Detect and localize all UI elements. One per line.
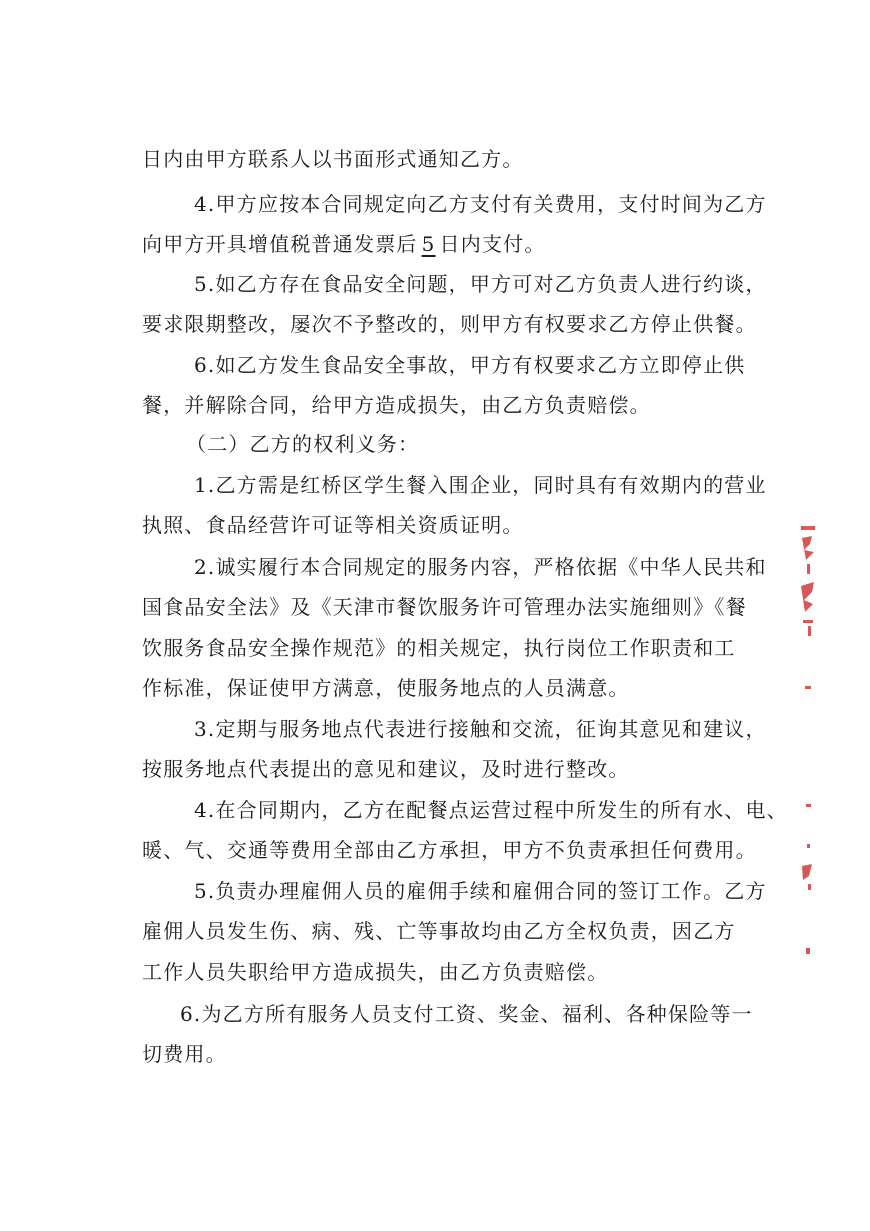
text-line: 4.在合同期内，乙方在配餐点运营过程中所发生的所有水、电、 — [194, 798, 788, 822]
underlined-days-value: 5 — [421, 232, 436, 256]
text-line: 4.甲方应按本合同规定向乙方支付有关费用，支付时间为乙方 — [194, 192, 767, 216]
text-line: 饮服务食品安全操作规范》的相关规定，执行岗位工作职责和工 — [142, 636, 736, 660]
text-line: 餐，并解除合同，给甲方造成损失，由乙方负责赔偿。 — [142, 393, 651, 417]
text-line: 5.如乙方存在食品安全问题，甲方可对乙方负责人进行约谈， — [194, 272, 767, 296]
section-heading: （二）乙方的权利义务： — [186, 432, 420, 456]
text-line: 6.如乙方发生食品安全事故，甲方有权要求乙方立即停止供 — [194, 353, 746, 377]
text-line: 按服务地点代表提出的意见和建议，及时进行整改。 — [142, 757, 630, 781]
text-line: 雇佣人员发生伤、病、残、亡等事故均由乙方全权负责，因乙方 — [142, 919, 736, 943]
text-line: 5.负责办理雇佣人员的雇佣手续和雇佣合同的签订工作。乙方 — [194, 879, 767, 903]
text-fragment: 日内支付。 — [439, 232, 546, 256]
text-line: 执照、食品经营许可证等相关资质证明。 — [142, 513, 524, 537]
text-line: 要求限期整改，屡次不予整改的，则甲方有权要求乙方停止供餐。 — [142, 312, 757, 336]
text-line: 1.乙方需是红桥区学生餐入围企业，同时具有有效期内的营业 — [194, 473, 767, 497]
text-fragment: 向甲方开具增值税普通发票后 — [142, 232, 418, 256]
text-line: 日内由甲方联系人以书面形式通知乙方。 — [142, 147, 524, 171]
text-line: 2.诚实履行本合同规定的服务内容，严格依据《中华人民共和 — [194, 555, 767, 579]
text-line: 暖、气、交通等费用全部由乙方承担，甲方不负责承担任何费用。 — [142, 838, 757, 862]
text-line: 切费用。 — [142, 1042, 227, 1066]
text-line: 6.为乙方所有服务人员支付工资、奖金、福利、各种保险等一 — [180, 1002, 753, 1026]
text-line: 工作人员失职给甲方造成损失，由乙方负责赔偿。 — [142, 960, 609, 984]
text-line: 作标准，保证使甲方满意，使服务地点的人员满意。 — [142, 676, 630, 700]
seal-stamp-edge — [796, 520, 820, 970]
text-line — [0, 232, 870, 256]
text-line: 3.定期与服务地点代表进行接触和交流，征询其意见和建议， — [194, 717, 767, 741]
text-line: 国食品安全法》及《天津市餐饮服务许可管理办法实施细则》《餐 — [142, 595, 747, 619]
